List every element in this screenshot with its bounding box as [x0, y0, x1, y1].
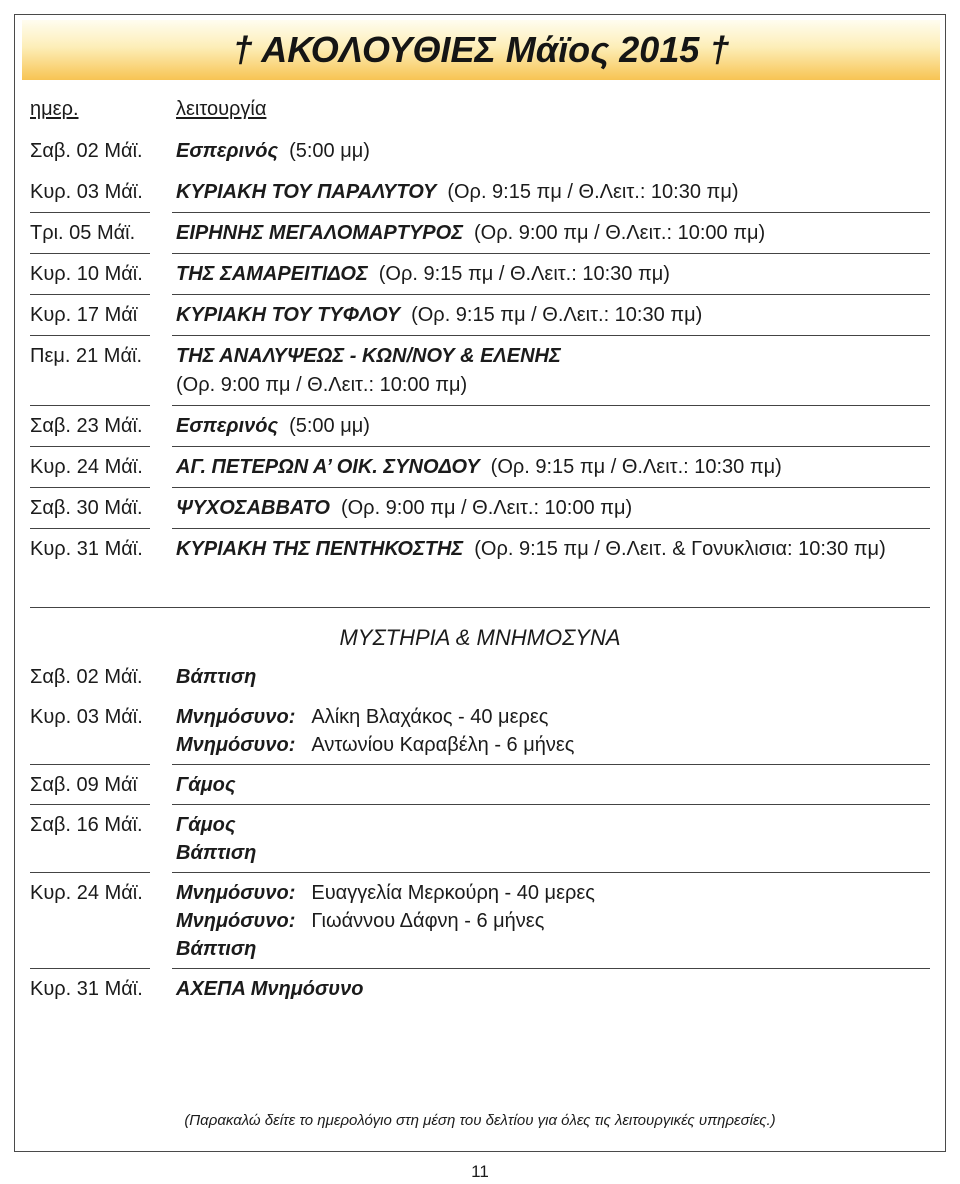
service-times: (5:00 μμ) — [289, 415, 370, 437]
entry-detail: Αλίκη Βλαχάκος - 40 μερες — [311, 706, 549, 728]
schedule-date: Τρι. 05 Μάϊ. — [30, 213, 150, 254]
schedule-row — [30, 529, 930, 570]
entry-label: Γάμος — [176, 814, 236, 836]
schedule-service — [172, 488, 930, 529]
title-banner — [22, 20, 940, 80]
sacrament-entries — [172, 805, 930, 873]
sacrament-row — [30, 805, 930, 873]
schedule-row — [30, 213, 930, 254]
sacrament-date: Σαβ. 02 Μάϊ. — [30, 666, 143, 688]
schedule-row — [30, 336, 930, 406]
sacrament-entries — [172, 969, 930, 1009]
schedule-row — [30, 172, 930, 213]
schedule-row — [30, 295, 930, 336]
schedule-row — [30, 406, 930, 447]
schedule-date: Κυρ. 24 Μάϊ. — [30, 447, 150, 488]
entry-label: Μνημόσυνο: — [176, 734, 296, 756]
service-times: (Ορ. 9:15 πμ / Θ.Λειτ.: 10:30 πμ) — [447, 181, 739, 203]
service-name: ΕΙΡΗΝΗΣ ΜΕΓΑΛΟΜΑΡΤΥΡΟΣ — [176, 222, 464, 244]
sacrament-entry — [176, 663, 930, 691]
sacrament-entry — [176, 811, 930, 839]
schedule-row — [30, 447, 930, 488]
sacrament-entries — [172, 873, 930, 969]
sacrament-entry — [176, 771, 930, 799]
entry-label: Μνημόσυνο: — [176, 706, 296, 728]
service-times: (Ορ. 9:15 πμ / Θ.Λειτ.: 10:30 πμ) — [378, 263, 670, 285]
service-name: ΚΥΡΙΑΚΗ ΤΟΥ ΤΥΦΛΟΥ — [176, 304, 401, 326]
schedule-date: Κυρ. 31 Μάϊ. — [30, 538, 143, 560]
entry-label: Βάπτιση — [176, 666, 257, 688]
sacrament-date: Κυρ. 31 Μάϊ. — [30, 978, 143, 1000]
section-divider — [30, 607, 930, 608]
entry-label: ΑΧΕΠΑ Μνημόσυνο — [176, 978, 364, 1000]
schedule-service — [172, 295, 930, 336]
schedule-header-service — [172, 95, 266, 124]
sacrament-row — [30, 969, 930, 1009]
schedule-row — [30, 488, 930, 529]
page-title: † ΑΚΟΛΟΥΘΙΕΣ Μάϊος 2015 † — [232, 29, 730, 70]
schedule-date: Σαβ. 02 Μάϊ. — [30, 140, 143, 162]
entry-detail: Ευαγγελία Μερκούρη - 40 μερες — [311, 882, 595, 904]
sacrament-entry — [176, 935, 930, 963]
schedule-date: Κυρ. 10 Μάϊ. — [30, 254, 150, 295]
service-name: ΑΓ. ΠΕΤΕΡΩΝ Α’ ΟΙΚ. ΣΥΝΟΔΟΥ — [176, 456, 480, 478]
date-column-label: ημερ. — [30, 98, 79, 120]
schedule-service — [172, 336, 930, 406]
schedule-service — [172, 447, 930, 488]
service-name: ΨΥΧΟΣΑΒΒΑΤΟ — [176, 497, 330, 519]
sacrament-entries — [172, 765, 930, 805]
sacrament-entry — [176, 879, 930, 907]
sacrament-date: Σαβ. 16 Μάϊ. — [30, 805, 150, 873]
sacrament-date: Σαβ. 09 Μάϊ — [30, 765, 150, 805]
schedule-list — [30, 131, 930, 570]
entry-detail: Αντωνίου Καραβέλη - 6 μήνες — [311, 734, 575, 756]
service-name: ΚΥΡΙΑΚΗ ΤΟΥ ΠΑΡΑΛΥΤΟΥ — [176, 181, 437, 203]
service-times: (Ορ. 9:15 πμ / Θ.Λειτ.: 10:30 πμ) — [490, 456, 782, 478]
service-times: (Ορ. 9:00 πμ / Θ.Λειτ.: 10:00 πμ) — [176, 374, 468, 396]
schedule-service — [172, 406, 930, 447]
service-name: Εσπερινός — [176, 415, 279, 437]
service-name: ΤΗΣ ΣΑΜΑΡΕΙΤΙΔΟΣ — [176, 263, 368, 285]
schedule-date: Κυρ. 17 Μάϊ — [30, 295, 150, 336]
entry-label: Γάμος — [176, 774, 236, 796]
sacrament-entry — [176, 839, 930, 867]
entry-label: Μνημόσυνο: — [176, 910, 296, 932]
entry-detail: Γιωάννου Δάφνη - 6 μήνες — [311, 910, 545, 932]
entry-label: Μνημόσυνο: — [176, 882, 296, 904]
entry-label: Βάπτιση — [176, 842, 257, 864]
service-column-label: λειτουργία — [176, 98, 267, 120]
sacrament-entry — [176, 907, 930, 935]
schedule-service — [172, 172, 930, 213]
sacrament-date: Κυρ. 24 Μάϊ. — [30, 873, 150, 969]
schedule-service — [172, 213, 930, 254]
sacrament-row — [30, 765, 930, 805]
schedule-header — [30, 95, 930, 124]
service-times: (Ορ. 9:15 πμ / Θ.Λειτ. & Γονυκλισια: 10:30 πμ) — [474, 538, 886, 560]
entry-label: Βάπτιση — [176, 938, 257, 960]
schedule-row — [30, 254, 930, 295]
service-name: ΤΗΣ ΑΝΑΛΥΨΕΩΣ - ΚΩΝ/ΝΟΥ & ΕΛΕΝΗΣ — [176, 345, 561, 367]
sacrament-row — [30, 657, 930, 697]
page-number: 11 — [471, 1162, 489, 1181]
service-times: (Ορ. 9:00 πμ / Θ.Λειτ.: 10:00 πμ) — [474, 222, 766, 244]
service-times: (Ορ. 9:00 πμ / Θ.Λειτ.: 10:00 πμ) — [340, 497, 633, 519]
service-name: ΚΥΡΙΑΚΗ ΤΗΣ ΠΕΝΤΗΚΟΣΤΗΣ — [176, 538, 464, 560]
sacrament-row — [30, 697, 930, 765]
schedule-header-date — [30, 95, 172, 124]
schedule-date: Κυρ. 03 Μάϊ. — [30, 172, 150, 213]
sacrament-entries — [172, 697, 930, 765]
service-times: (5:00 μμ) — [289, 140, 370, 162]
sacraments-title: ΜΥΣΤΗΡΙΑ & ΜΝΗΜΟΣΥΝΑ — [339, 625, 621, 650]
schedule-service — [172, 131, 930, 172]
sacrament-date: Κυρ. 03 Μάϊ. — [30, 697, 150, 765]
service-times: (Ορ. 9:15 πμ / Θ.Λειτ.: 10:30 πμ) — [411, 304, 703, 326]
schedule-date: Σαβ. 23 Μάϊ. — [30, 406, 150, 447]
sacraments-list — [30, 657, 930, 1009]
sacrament-row — [30, 873, 930, 969]
sacrament-entries — [172, 657, 930, 697]
schedule-service — [172, 529, 930, 570]
footer-note: (Παρακαλώ δείτε το ημερολόγιο στη μέση του δελτίου για όλες τις λειτουργικές υπηρεσίες.) — [184, 1112, 776, 1129]
schedule-service — [172, 254, 930, 295]
schedule-row — [30, 131, 930, 172]
sacrament-entry — [176, 731, 930, 759]
sacrament-entry — [176, 975, 930, 1003]
schedule-date: Πεμ. 21 Μάϊ. — [30, 336, 150, 406]
schedule-date: Σαβ. 30 Μάϊ. — [30, 488, 150, 529]
service-name: Εσπερινός — [176, 140, 279, 162]
sacrament-entry — [176, 703, 930, 731]
